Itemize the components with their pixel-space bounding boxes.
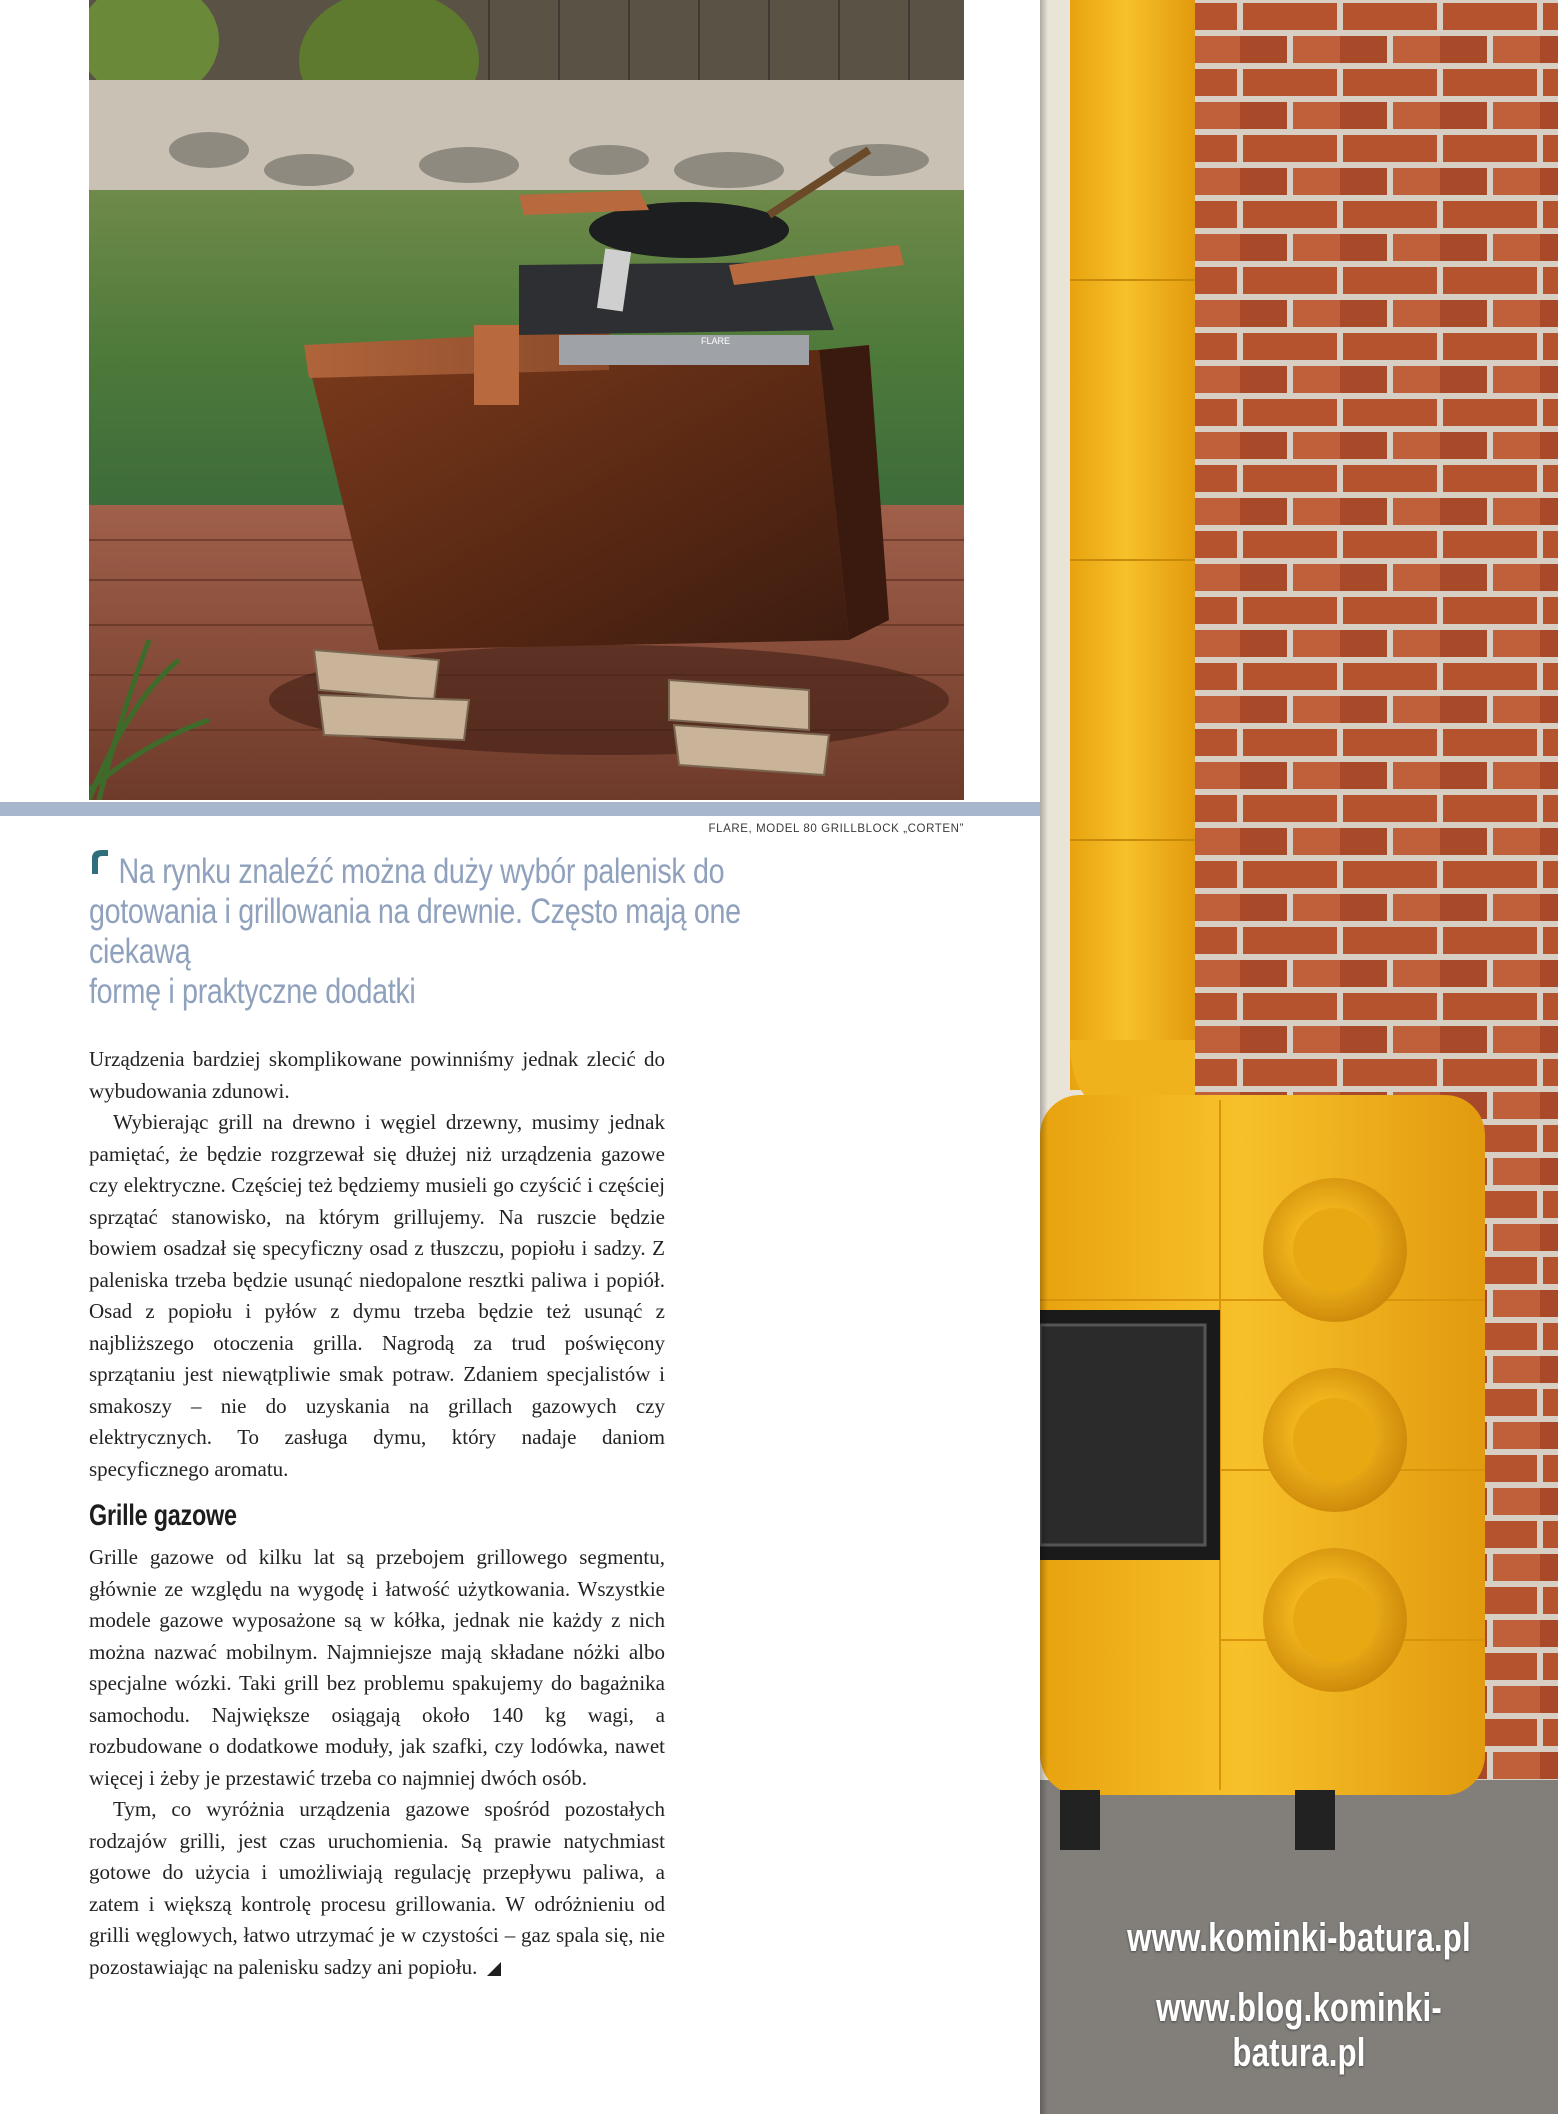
flare-logo: FLARE [701, 336, 731, 346]
section-heading: Grille gazowe [89, 1499, 237, 1532]
paragraph-text: Tym, co wyróżnia urządzenia gazowe spośród pozostałych rodzajów grilli, jest czas uruchomienia. Są prawie natychmiast gotowe do użycia i umożliwiają regulację przepływu paliwa, a zatem i większą kontrolę procesu grillowania. W odróżnieniu od grilli węglowych, łatwo utrzymać je w czystości – gaz spala się, nie pozostawiając na palenisku sadzy ani popiołu. [89, 1797, 665, 1979]
photo-caption: FLARE, MODEL 80 GRILLBLOCK „CORTEN” [708, 823, 964, 835]
article-body [89, 1044, 665, 1983]
lead-line-3: formę i praktyczne dodatki [89, 972, 416, 1011]
paragraph-last [89, 1794, 665, 1983]
lead-line-2: gotowania i grillowania na drewnie. Często mają one ciekawą [89, 892, 741, 971]
end-of-article-icon [487, 1962, 501, 1976]
advert-url-1[interactable]: www.kominki-batura.pl [1127, 1916, 1471, 1960]
advert-url-2[interactable]: www.blog.kominki-batura.pl [1156, 1986, 1442, 2075]
paragraph: Urządzenia bardziej skomplikowane powinniśmy jednak zlecić do wybudowania zdunowi. [89, 1047, 665, 1103]
lead-quote [89, 852, 745, 1012]
photo-rule [0, 802, 1040, 816]
paragraph: Grille gazowe od kilku lat są przebojem grillowego segmentu, głównie ze względu na wygodę i łatwość użytkowania. Wszystkie modele gazowe wyposażone są w kółka, jednak nie każdy z nich można nazwać mobilnym. Najmniejsze mają składane nóżki albo specjalne wózki. Taki grill bez problemu spakujemy do bagażnika samochodu. Największe osiągają około 140 kg wagi, a rozbudowane o dodatkowe moduły, jak szafki, czy lodówka, nawet więcej i żeby je przestawić trzeba co najmniej dwóch osób. [89, 1545, 665, 1790]
advert-stove [1040, 0, 1558, 2114]
lead-line-1: Na rynku znaleźć można duży wybór palenisk do [118, 852, 725, 891]
grill-photo [89, 0, 964, 800]
paragraph: Wybierając grill na drewno i węgiel drzewny, musimy jednak pamiętać, że będzie rozgrzewał się dłużej niż urządzenia gazowe czy elektryczne. Częściej też będziemy musieli go czyścić i częściej sprzątać stanowisko, na którym grillujemy. Na ruszcie będzie bowiem osadzał się specyficzny osad z tłuszczu, popiołu i sadzy. Z paleniska trzeba będzie usunąć niedopalone resztki paliwa i popiół. Osad z popiołu i pyłów z dymu trzeba będzie też usunąć z najbliższego otoczenia grilla. Nagrodą za trud poświęcony sprzątaniu jest niewątpliwie smak potraw. Zdaniem specjalistów i smakoszy – nie do uzyskania na grillach gazowych czy elektrycznych. To zasługa dymu, który nadaje daniom specyficznego aromatu. [89, 1110, 665, 1481]
gutter-shadow [1040, 0, 1048, 2114]
